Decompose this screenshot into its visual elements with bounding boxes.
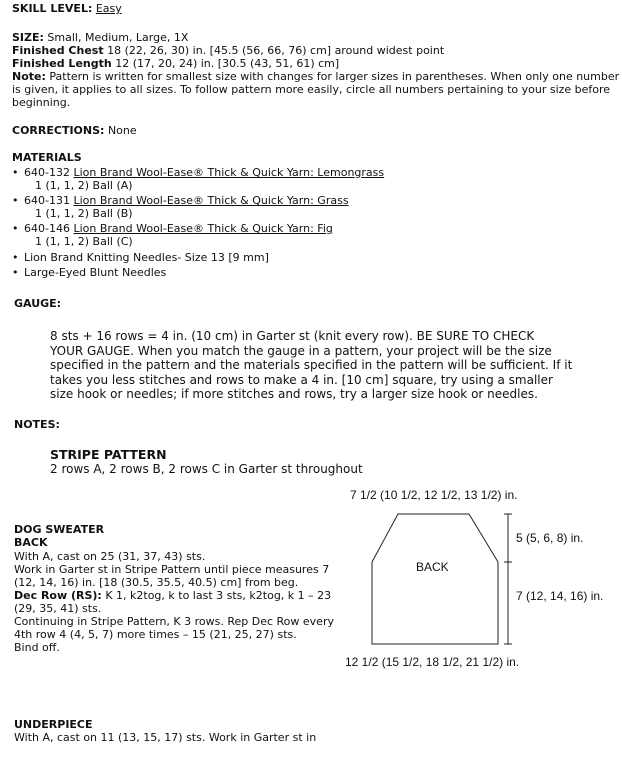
bullet-icon: • bbox=[12, 194, 19, 207]
diagram-bottom-measure: 12 1/2 (15 1/2, 18 1/2, 21 1/2) in. bbox=[345, 655, 520, 669]
gauge-line: 8 sts + 16 rows = 4 in. (10 cm) in Garter st (knit every row). BE SURE TO CHECK bbox=[50, 329, 535, 343]
material-code: 640-131 bbox=[24, 194, 70, 207]
material-code: 640-146 bbox=[24, 222, 70, 235]
material-quantity: 1 (1, 1, 2) Ball (A) bbox=[35, 179, 133, 192]
back-line: 4th row 4 (4, 5, 7) more times – 15 (21, 25, 27) sts. bbox=[14, 628, 297, 641]
dec-row-text: K 1, k2tog, k to last 3 sts, k2tog, k 1 – 23 bbox=[105, 589, 332, 602]
dec-row-label: Dec Row (RS): bbox=[14, 589, 102, 602]
diagram-upper-measure: 5 (5, 6, 8) in. bbox=[516, 531, 584, 545]
size-value: Small, Medium, Large, 1X bbox=[47, 31, 189, 44]
note-label: Note: bbox=[12, 70, 46, 83]
back-line: Bind off. bbox=[14, 641, 60, 654]
bullet-icon: • bbox=[12, 251, 19, 264]
notes-title: NOTES: bbox=[14, 418, 60, 431]
dog-sweater-heading: DOG SWEATER bbox=[14, 523, 105, 536]
bullet-icon: • bbox=[12, 266, 19, 279]
note-line-3: beginning. bbox=[12, 96, 71, 109]
length-label: Finished Length bbox=[12, 57, 112, 70]
size-label: SIZE: bbox=[12, 31, 44, 44]
gauge-line: takes you less stitches and rows to make a 4 in. [10 cm] square, try using a smaller bbox=[50, 372, 553, 387]
material-quantity: 1 (1, 1, 2) Ball (B) bbox=[35, 207, 133, 220]
diagram-center-label: BACK bbox=[416, 560, 449, 574]
material-link[interactable]: Lion Brand Wool-Ease® Thick & Quick Yarn: Lemongrass bbox=[73, 166, 385, 179]
material-code: 640-132 bbox=[24, 166, 70, 179]
material-link[interactable]: Lion Brand Wool-Ease® Thick & Quick Yarn: Fig bbox=[73, 222, 333, 235]
note-line-2: is given, it applies to all sizes. To follow pattern more easily, circle all numbers pertaining to your size before bbox=[12, 83, 611, 96]
gauge-line: size hook or needles; if more stitches and rows, try a larger size hook or needles. bbox=[50, 387, 538, 401]
gauge-line: specified in the pattern and the materials specified in the pattern will be sufficient. If it bbox=[50, 358, 573, 372]
material-quantity: 1 (1, 1, 2) Ball (C) bbox=[35, 235, 133, 248]
back-line: (12, 14, 16) in. [18 (30.5, 35.5, 40.5) cm] from beg. bbox=[14, 576, 299, 589]
back-shape bbox=[372, 514, 498, 644]
back-heading: BACK bbox=[14, 536, 48, 549]
back-line: Continuing in Stripe Pattern, K 3 rows. Rep Dec Row every bbox=[14, 615, 334, 628]
skill-level-label: SKILL LEVEL: bbox=[12, 2, 93, 15]
underpiece-title: UNDERPIECE bbox=[14, 718, 93, 731]
blunt-needles-text: Large-Eyed Blunt Needles bbox=[24, 266, 167, 279]
back-line: Work in Garter st in Stripe Pattern until piece measures 7 bbox=[14, 563, 330, 576]
gauge-line: YOUR GAUGE. When you match the gauge in a pattern, your project will be the size bbox=[50, 343, 552, 358]
material-link[interactable]: Lion Brand Wool-Ease® Thick & Quick Yarn: Grass bbox=[73, 194, 349, 207]
stripe-pattern-title: STRIPE PATTERN bbox=[50, 447, 167, 462]
chest-label: Finished Chest bbox=[12, 44, 104, 57]
underpiece-text: With A, cast on 11 (13, 15, 17) sts. Work in Garter st in bbox=[14, 731, 317, 744]
bullet-icon: • bbox=[12, 222, 19, 235]
needles-text: Lion Brand Knitting Needles- Size 13 [9 mm] bbox=[24, 251, 269, 264]
bullet-icon: • bbox=[12, 166, 19, 179]
chest-value: 18 (22, 26, 30) in. [45.5 (56, 66, 76) cm] around widest point bbox=[107, 44, 445, 57]
stripe-pattern-text: 2 rows A, 2 rows B, 2 rows C in Garter st throughout bbox=[50, 462, 363, 476]
materials-title: MATERIALS bbox=[12, 151, 82, 164]
length-value: 12 (17, 20, 24) in. [30.5 (43, 51, 61) cm] bbox=[115, 57, 340, 70]
back-line: With A, cast on 25 (31, 37, 43) sts. bbox=[14, 550, 206, 563]
skill-level-link[interactable]: Easy bbox=[95, 2, 122, 15]
gauge-title: GAUGE: bbox=[14, 297, 62, 310]
underpiece-heading bbox=[14, 718, 93, 731]
dec-row-cont: (29, 35, 41) sts. bbox=[14, 602, 102, 615]
corrections-value: None bbox=[107, 124, 137, 137]
corrections-label: CORRECTIONS: bbox=[12, 124, 105, 137]
note-text-1: Pattern is written for smallest size with changes for larger sizes in parentheses. When only one number bbox=[49, 70, 620, 83]
diagram-top-measure: 7 1/2 (10 1/2, 12 1/2, 13 1/2) in. bbox=[350, 488, 518, 502]
diagram-lower-measure: 7 (12, 14, 16) in. bbox=[516, 589, 604, 603]
